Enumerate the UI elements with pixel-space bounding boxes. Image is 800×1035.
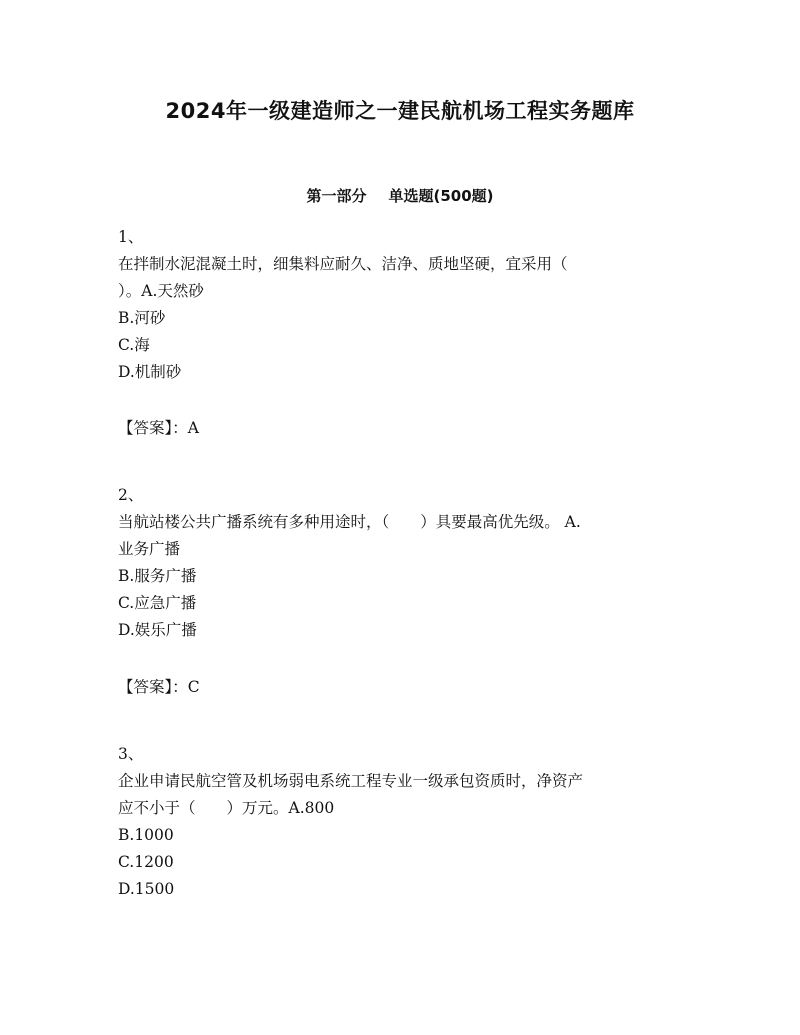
answer-label: 【答案】： [118,419,188,437]
option-c: C.应急广播 [118,594,197,612]
question-text-line: 在拌制水泥混凝土时，细集料应耐久、洁净、质地坚硬，宜采用（ [118,255,568,273]
question-2 [118,482,678,644]
section-heading [0,185,800,206]
answer-label: 【答案】： [118,678,188,696]
option-d: D.机制砂 [118,363,182,381]
option-b: B.1000 [118,826,174,844]
document-title: 2024年一级建造师之一建民航机场工程实务题库 [165,99,635,123]
question-text-line: 应不小于（ ）万元。A.800 [118,799,335,817]
question-number: 1、 [118,228,144,246]
answer-2 [118,675,200,697]
question-text-line: 业务广播 [118,540,181,558]
option-c: C.海 [118,336,150,354]
question-3 [118,741,678,903]
option-d: D.1500 [118,880,175,898]
section-part: 第一部分 [306,187,367,205]
answer-value: C [187,678,200,696]
question-text-line: 企业申请民航空管及机场弱电系统工程专业一级承包资质时，净资产 [118,772,584,790]
question-1 [118,224,678,386]
option-b: B.河砂 [118,309,166,327]
answer-value: A [187,419,199,437]
option-b: B.服务广播 [118,567,197,585]
question-number: 3、 [118,745,144,763]
question-number: 2、 [118,486,144,504]
question-text-line: ）。A.天然砂 [118,282,204,300]
section-type: 单选题(500题) [388,187,494,205]
option-d: D.娱乐广播 [118,621,197,639]
question-text-line: 当航站楼公共广播系统有多种用途时，（ ）具要最高优先级。 A. [118,513,581,531]
answer-1 [118,416,199,438]
option-c: C.1200 [118,853,174,871]
